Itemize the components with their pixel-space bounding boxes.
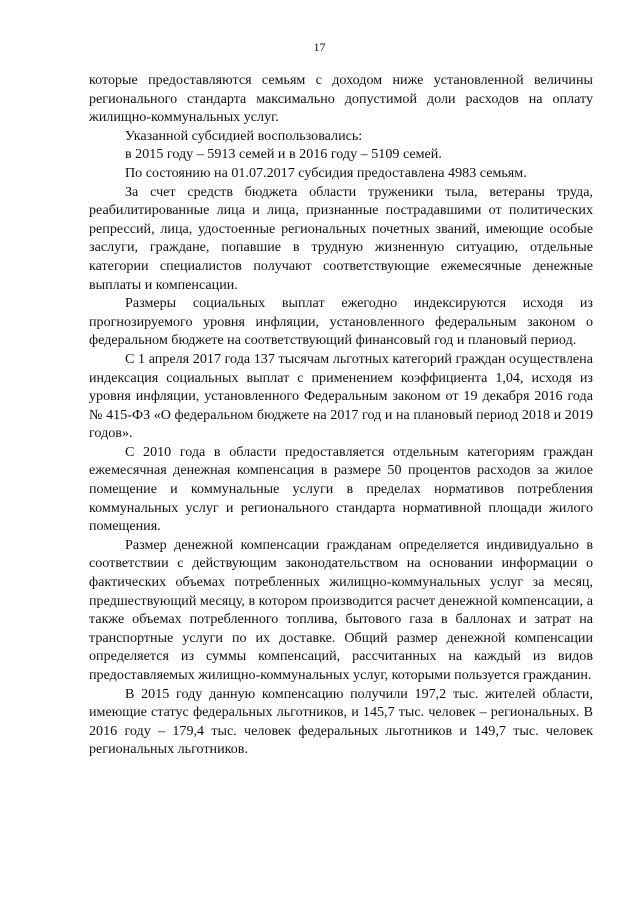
page-number: 17 [313,40,326,54]
paragraph-indexation-2017: С 1 апреля 2017 года 137 тысячам льготных категорий граждан осуществлена индексация социальных выплат с применением коэффициента 1,04, исходя из уровня инфляции, установленного Федеральным законом от 19 декабря 2016 года № 415-ФЗ «О федеральном бюджете на 2017 год и на плановый период 2018 и 2019 годов». [89,350,593,442]
paragraph-compensation-recipients: В 2015 году данную компенсацию получили 197,2 тыс. жителей области, имеющие статус федеральных льготников, и 145,7 тыс. человек – региональных. В 2016 году – 179,4 тыс. человек федеральных льготников и 149,7 тыс. человек региональных льготников. [89,685,593,758]
document-body [89,71,593,759]
paragraph-subsidy-continuation: которые предоставляются семьям с доходом ниже установленной величины регионального стандарта максимально допустимой доли расходов на оплату жилищно-коммунальных услуг. [89,72,593,126]
paragraph-subsidy-used: Указанной субсидией воспользовались: [125,127,363,144]
paragraph-housing-compensation: С 2010 года в области предоставляется отдельным категориям граждан ежемесячная денежная компенсация в размере 50 процентов расходов за жилое помещение и коммунальные услуги в пределах нормативов потребления коммунальных услуг и регионального стандарта нормативной площади жилого помещения. [89,443,593,535]
paragraph-indexation-basis: Размеры социальных выплат ежегодно индексируются исходя из прогнозируемого уровня инфляции, установленного федеральным законом о федеральном бюджете на соответствующий финансовый год и плановый период. [89,295,593,349]
paragraph-subsidy-years: в 2015 году – 5913 семей и в 2016 году – 5109 семей. [125,146,442,163]
paragraph-compensation-calculation: Размер денежной компенсации гражданам определяется индивидуально в соответствии с действующим законодательством на основании информации о фактических объемах потребленных жилищно-коммунальных услуг за месяц, предшествующий месяцу, в котором производится расчет денежной компенсации, а также объемах потребленного топлива, бытового газа в баллонах и затрат на транспортные услуги по их доставке. Общий размер денежной компенсации определяется из суммы компенсаций, рассчитанных на каждый из видов предоставляемых жилищно-коммунальных услуг, которыми пользуется гражданин. [89,536,593,683]
paragraph-monthly-payments: За счет средств бюджета области труженики тыла, ветераны труда, реабилитированные лица и лица, признанные пострадавшими от политических репрессий, лица, удостоенные региональных почетных званий, имеющие особые заслуги, граждане, попавшие в трудную жизненную ситуацию, отдельные категории специалистов получают соответствующие ежемесячные денежные выплаты и компенсации. [89,183,593,293]
paragraph-subsidy-status: По состоянию на 01.07.2017 субсидия предоставлена 4983 семьям. [125,164,527,181]
